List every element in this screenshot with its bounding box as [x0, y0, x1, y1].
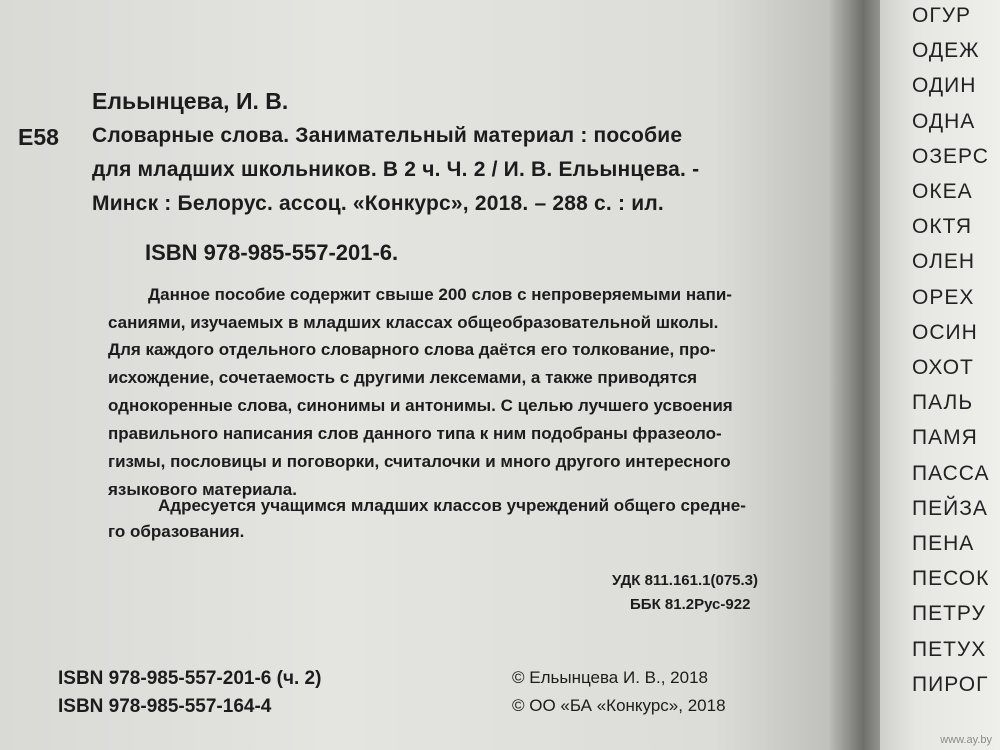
word-list-item: ПЕТРУ	[912, 602, 986, 626]
word-list-item: ОКЕА	[912, 180, 973, 203]
word-list-item: ОКТЯ	[912, 215, 973, 239]
annotation-line: Для каждого отдельного словарного слова даётся его толкование, про-	[108, 340, 716, 359]
annotation-line: исхождение, сочетаемость с другими лексемами, а также приводятся	[108, 368, 698, 387]
copyright-line: © Ельынцева И. В., 2018	[512, 668, 708, 687]
word-list-item: ОХОТ	[912, 356, 974, 379]
word-list-item: ПАМЯ	[912, 426, 978, 450]
annotation-line: гизмы, пословицы и поговорки, считалочки и много другого интересного	[108, 452, 731, 471]
isbn-footer: ISBN 978-985-557-164-4	[58, 696, 272, 717]
word-list-item: ПАССА	[912, 461, 990, 485]
class-code: Е58	[18, 124, 59, 150]
title-line: Минск : Белорус. ассоц. «Конкурс», 2018. – 288 с. : ил.	[92, 192, 664, 215]
word-list-item: ОЗЕРС	[912, 144, 989, 168]
audience-line: Адресуется учащимся младших классов учреждений общего средне-	[158, 496, 746, 515]
word-list-item: ПИРОГ	[912, 672, 989, 696]
bbk-code: ББК 81.2Рус-922	[630, 596, 751, 613]
isbn-main: ISBN 978-985-557-201-6.	[145, 240, 399, 265]
isbn-footer: ISBN 978-985-557-201-6 (ч. 2)	[58, 668, 322, 689]
annotation-line: саниями, изучаемых в младших классах общеобразовательной школы.	[108, 313, 719, 332]
annotation-line: Данное пособие содержит свыше 200 слов с непроверяемыми напи-	[148, 285, 732, 304]
word-list-item: ПЕНА	[912, 532, 975, 555]
word-list-item: ПЕСОК	[912, 567, 990, 591]
word-list-item: ОГУР	[912, 4, 972, 27]
title-line: для младших школьников. В 2 ч. Ч. 2 / И. В. Ельынцева. -	[92, 158, 700, 181]
word-list-item: ОДНА	[912, 109, 976, 133]
title-line: Словарные слова. Занимательный материал : пособие	[92, 124, 683, 147]
copyright-line: © ОО «БА «Конкурс», 2018	[512, 696, 726, 715]
annotation-line: правильного написания слов данного типа к ним подобраны фразеоло-	[108, 424, 722, 443]
word-list-item: ОЛЕН	[912, 250, 976, 274]
word-list-item: ОДИН	[912, 74, 977, 98]
word-list-item: ОДЕЖ	[912, 39, 980, 63]
udk-code: УДК 811.161.1(075.3)	[612, 572, 759, 589]
word-list-item: ПАЛЬ	[912, 391, 974, 415]
watermark: www.ay.by	[940, 734, 992, 746]
word-list-item: ПЕЙЗА	[912, 496, 988, 520]
word-list-item: ОСИН	[912, 320, 978, 344]
author-name: Ельынцева, И. В.	[92, 88, 289, 114]
annotation-line: языкового материала.	[108, 480, 297, 499]
word-list-item: ОРЕХ	[912, 285, 975, 309]
word-list-item: ПЕТУХ	[912, 637, 987, 661]
audience-line: го образования.	[108, 522, 245, 541]
annotation-line: однокоренные слова, синонимы и антонимы. С целью лучшего усвоения	[108, 396, 733, 415]
